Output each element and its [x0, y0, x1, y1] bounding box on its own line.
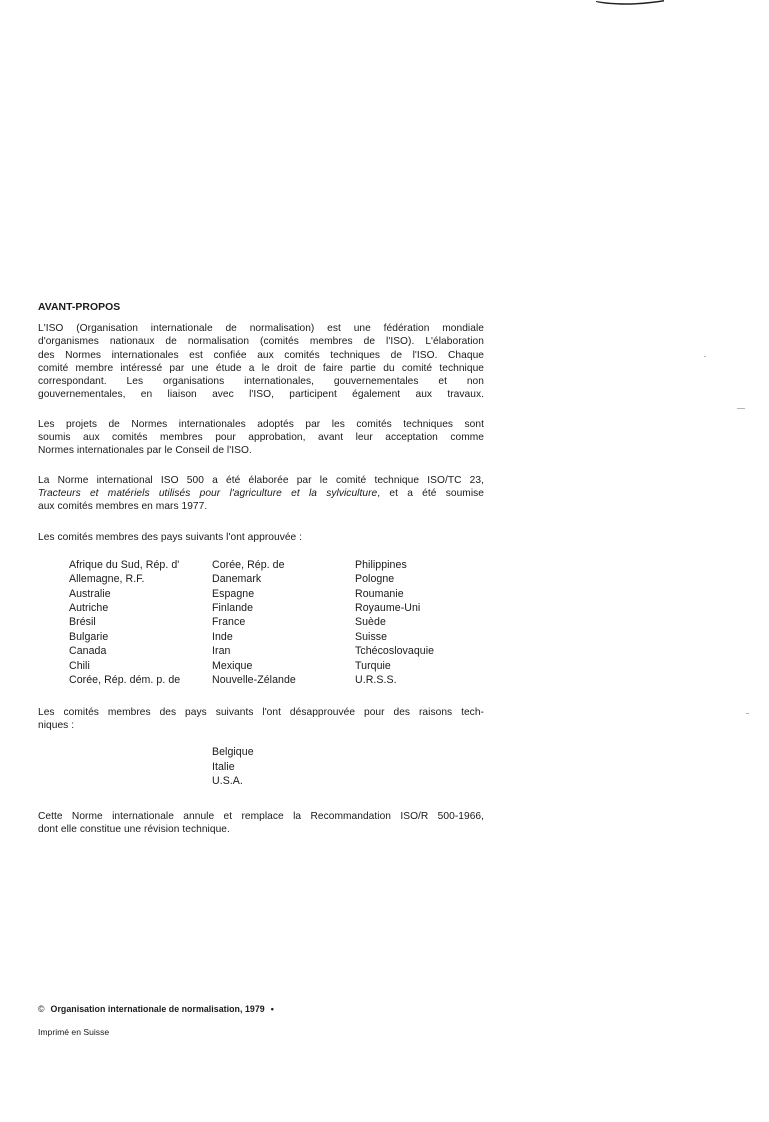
text-line: dont elle constitue une révision technique.	[38, 823, 230, 835]
disapproving-countries-list	[212, 745, 484, 788]
country-item: Tchécoslovaquie	[355, 645, 435, 658]
text-line: niques :	[38, 720, 75, 732]
country-item: Inde	[212, 630, 233, 643]
paragraph-iso500-origin	[38, 474, 484, 514]
country-item: Pologne	[355, 573, 395, 586]
paragraph-disapproval-intro	[38, 706, 484, 733]
text-fragment: , et a été soumise	[377, 487, 485, 499]
copyright-notice	[38, 1004, 274, 1014]
foreword-heading: AVANT-PROPOS	[38, 302, 121, 313]
paragraph-draft-approval	[38, 418, 484, 458]
country-item: Roumanie	[355, 587, 404, 600]
bullet-icon: •	[270, 1004, 274, 1014]
paragraph-replacement-note	[38, 810, 484, 837]
country-item: Danemark	[212, 573, 262, 586]
country-item: Brésil	[69, 616, 96, 629]
country-item: Corée, Rép. dém. p. de	[69, 674, 181, 687]
country-item: Nouvelle-Zélande	[212, 674, 296, 687]
copyright-icon: ©	[38, 1004, 45, 1014]
country-item: Australie	[69, 587, 111, 600]
scan-artifact-top	[596, 0, 666, 5]
text-line: correspondant. Les organisations internationales, gouvernementales et non	[38, 376, 484, 388]
text-line: L'ISO (Organisation internationale de normalisation) est une fédération mondiale	[38, 323, 484, 334]
country-item: Allemagne, R.F.	[69, 573, 145, 586]
country-item: Belgique	[212, 746, 254, 759]
paragraph-approval-intro: Les comités membres des pays suivants l'ont approuvée :	[38, 531, 303, 543]
text-line: aux comités membres en mars 1977.	[38, 501, 208, 513]
country-item: Autriche	[69, 602, 109, 615]
text-line: Cette Norme internationale annule et remplace la Recommandation ISO/R 500-1966,	[38, 810, 484, 822]
scan-speck	[704, 356, 706, 357]
text-line	[38, 487, 484, 500]
country-item: U.S.A.	[212, 775, 243, 788]
text-line: gouvernementales, en liaison avec l'ISO, participent également aux travaux.	[38, 389, 484, 401]
country-column	[212, 558, 296, 688]
country-item: Corée, Rép. de	[212, 558, 285, 571]
text-line: des Normes internationales est confiée aux comités techniques de l'ISO. Chaque	[38, 349, 484, 361]
country-item: Royaume-Uni	[355, 602, 421, 615]
country-item: Iran	[212, 645, 231, 658]
text-line: Les projets de Normes internationales adoptés par les comités techniques sont	[38, 418, 484, 430]
country-column	[355, 558, 434, 688]
country-item: Bulgarie	[69, 630, 109, 643]
text-line: d'organismes nationaux de normalisation (comités membres de l'ISO). L'élaboration	[38, 336, 484, 348]
committee-title: Tracteurs et matériels utilisés pour l'agriculture et la sylviculture	[38, 487, 378, 499]
scan-speck	[746, 713, 749, 714]
country-item: Turquie	[355, 659, 391, 672]
country-item: Finlande	[212, 602, 254, 615]
country-item: Italie	[212, 760, 235, 773]
text-line: comité membre intéressé par une étude a le droit de faire partie du comité technique	[38, 362, 484, 374]
text-line: soumis aux comités membres pour approbation, avant leur acceptation comme	[38, 432, 484, 444]
country-item: Suisse	[355, 630, 388, 643]
foreword-section	[38, 301, 484, 852]
text-line: Les comités membres des pays suivants l'ont désapprouvée pour des raisons tech-	[38, 706, 484, 718]
text-line: La Norme international ISO 500 a été élaborée par le comité technique ISO/TC 23,	[38, 474, 484, 486]
country-item: France	[212, 616, 246, 629]
country-item: Canada	[69, 645, 107, 658]
country-item: Mexique	[212, 659, 253, 672]
country-item: Chili	[69, 659, 90, 672]
country-column	[69, 558, 180, 688]
country-item: U.R.S.S.	[355, 674, 397, 687]
country-item: Espagne	[212, 587, 255, 600]
copyright-text: Organisation internationale de normalisation, 1979	[50, 1004, 265, 1014]
text-line: Normes internationales par le Conseil de l'ISO.	[38, 445, 252, 457]
printed-in-note: Imprimé en Suisse	[38, 1027, 110, 1037]
paragraph-iso-introduction	[38, 322, 484, 402]
country-item: Suède	[355, 616, 386, 629]
country-item: Afrique du Sud, Rép. d'	[69, 558, 180, 571]
scan-speck	[737, 408, 745, 409]
approving-countries-list	[38, 558, 484, 689]
country-item: Philippines	[355, 558, 407, 571]
